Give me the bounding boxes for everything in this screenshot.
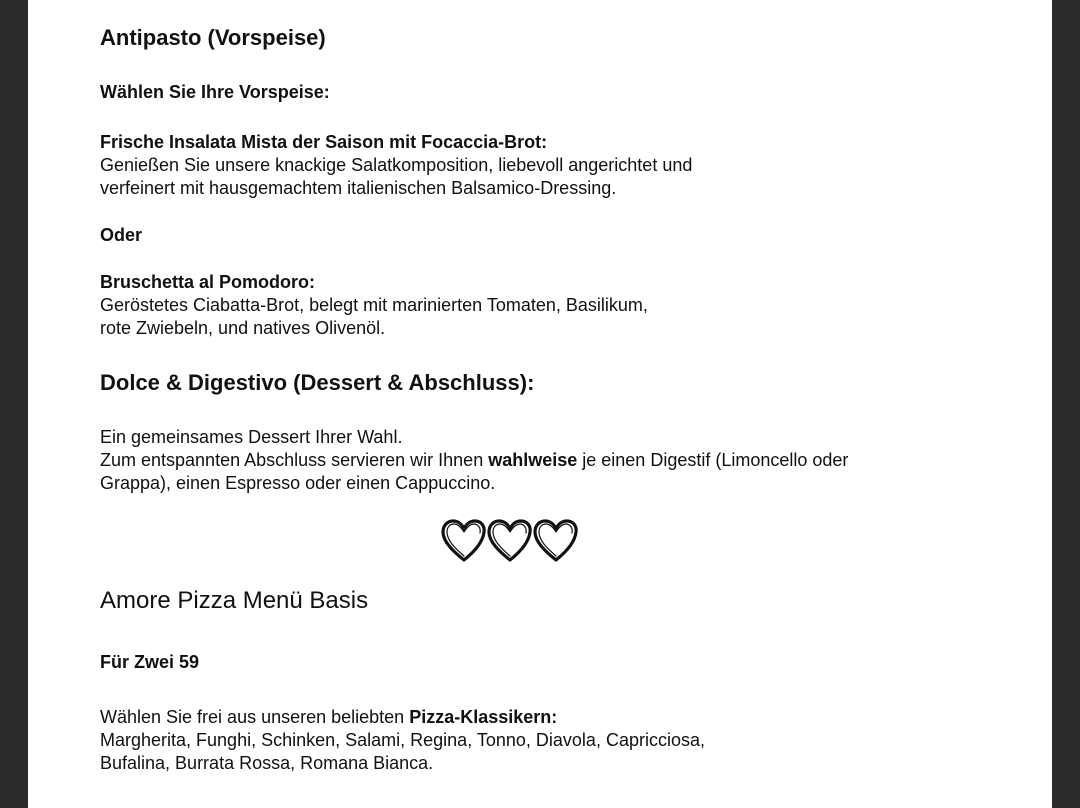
antipasto-prompt: Wählen Sie Ihre Vorspeise:	[100, 82, 330, 102]
option-bruschetta-desc-2: rote Zwiebeln, und natives Olivenöl.	[100, 318, 386, 338]
option-bruschetta	[100, 271, 648, 340]
dolce-line-2: Zum entspannten Abschluss servieren wir Ihnen wahlweise je einen Digestif (Limoncello oder	[100, 450, 849, 470]
pizza-list-2: Bufalina, Burrata Rossa, Romana Bianca.	[100, 753, 434, 773]
option-bruschetta-desc-1: Geröstetes Ciabatta-Brot, belegt mit marinierten Tomaten, Basilikum,	[100, 295, 648, 315]
option-insalata-desc-1: Genießen Sie unsere knackige Salatkomposition, liebevoll angerichtet und	[100, 155, 693, 175]
wahlweise-emphasis: wahlweise	[488, 450, 578, 470]
option-bruschetta-title: Bruschetta al Pomodoro:	[100, 272, 316, 292]
amore-heading: Amore Pizza Menü Basis	[100, 587, 369, 614]
heart-icon	[535, 521, 576, 560]
option-insalata-desc-2: verfeinert mit hausgemachtem italienischen Balsamico-Dressing.	[100, 178, 617, 198]
pizza-klassikern-emphasis: Pizza-Klassikern:	[409, 707, 558, 727]
amore-intro: Wählen Sie frei aus unseren beliebten Pizza-Klassikern:	[100, 707, 558, 727]
dolce-description	[100, 426, 848, 495]
dolce-line-1: Ein gemeinsames Dessert Ihrer Wahl.	[100, 427, 403, 447]
heart-icon	[489, 521, 530, 560]
menu-page	[28, 0, 1052, 808]
or-label: Oder	[100, 225, 143, 245]
antipasto-heading: Antipasto (Vorspeise)	[100, 25, 326, 50]
option-insalata-title: Frische Insalata Mista der Saison mit Focaccia-Brot:	[100, 132, 548, 152]
amore-description	[100, 706, 705, 775]
option-insalata	[100, 131, 692, 200]
pizza-list-1: Margherita, Funghi, Schinken, Salami, Regina, Tonno, Diavola, Capricciosa,	[100, 730, 705, 750]
amore-price: Für Zwei 59	[100, 652, 200, 672]
dolce-line-3: Grappa), einen Espresso oder einen Cappuccino.	[100, 473, 496, 493]
dolce-heading: Dolce & Digestivo (Dessert & Abschluss):	[100, 370, 535, 395]
three-hearts-icon	[440, 516, 580, 566]
heart-icon	[443, 521, 484, 560]
